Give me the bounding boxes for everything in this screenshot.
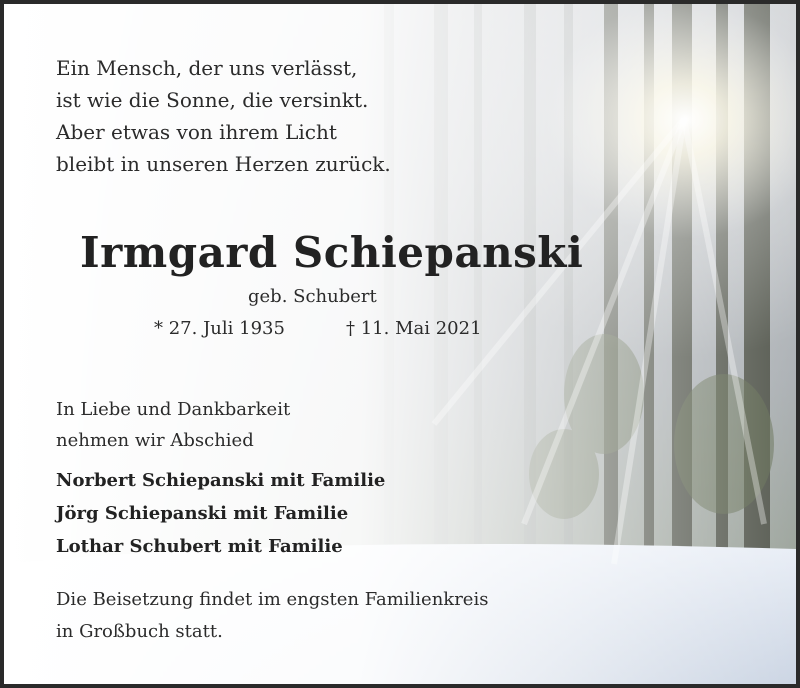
poem-line: bleibt in unseren Herzen zurück.: [56, 152, 391, 176]
mourner-entry: Lothar Schubert mit Familie: [56, 536, 343, 557]
poem-line: Aber etwas von ihrem Licht: [56, 120, 337, 144]
farewell-text: [56, 394, 290, 456]
poem: [56, 52, 391, 180]
maiden-name: geb. Schubert: [248, 286, 377, 307]
burial-notice: [56, 584, 488, 648]
mourners-list: [56, 464, 385, 563]
obituary-content: [4, 4, 796, 684]
burial-line: Die Beisetzung findet im engsten Familienkreis: [56, 589, 489, 610]
death-date: † 11. Mai 2021: [346, 318, 482, 339]
farewell-line: nehmen wir Abschied: [56, 430, 254, 451]
mourner-entry: Jörg Schiepanski mit Familie: [56, 503, 349, 524]
mourner-entry: Norbert Schiepanski mit Familie: [56, 470, 386, 491]
burial-line: in Großbuch statt.: [56, 621, 223, 642]
farewell-line: In Liebe und Dankbarkeit: [56, 399, 291, 420]
poem-line: Ein Mensch, der uns verlässt,: [56, 56, 358, 80]
deceased-name: Irmgard Schiepanski: [80, 228, 584, 277]
birth-date: * 27. Juli 1935: [154, 318, 285, 339]
poem-line: ist wie die Sonne, die versinkt.: [56, 88, 369, 112]
